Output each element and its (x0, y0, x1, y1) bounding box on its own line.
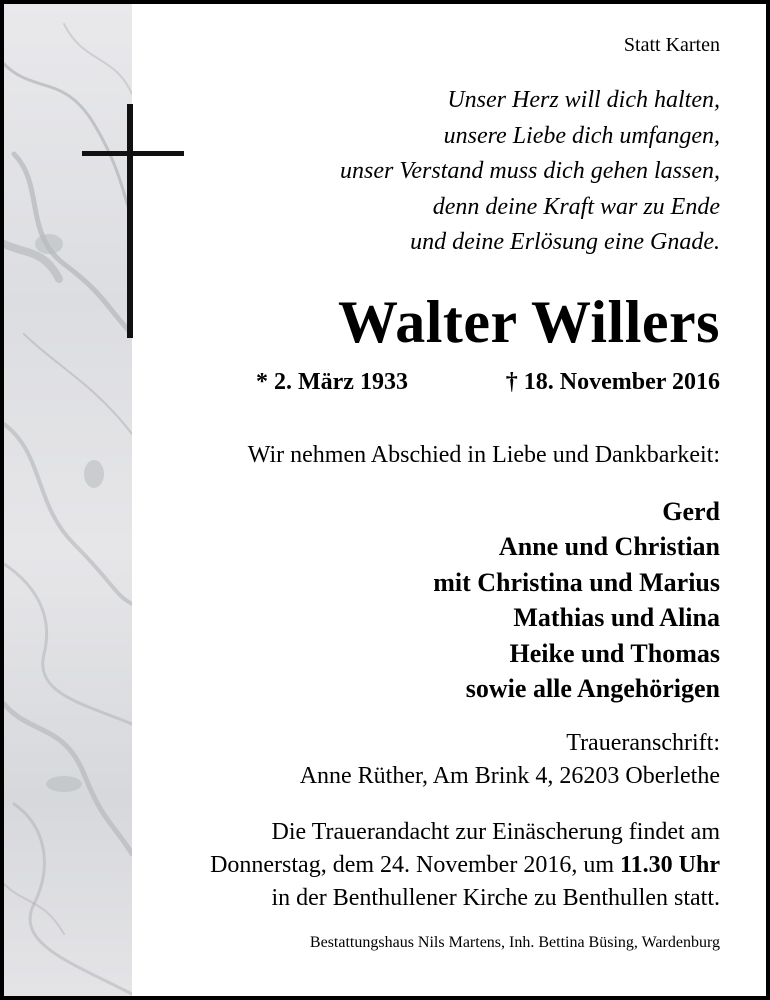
birth-date: * 2. März 1933 (256, 369, 408, 395)
poem-line: denn deine Kraft war zu Ende (432, 193, 720, 220)
family-member: Gerd (662, 497, 720, 526)
service-line-2 (210, 849, 720, 882)
undertaker: Bestattungshaus Nils Martens, Inh. Bettina Büsing, Wardenburg (309, 934, 720, 951)
poem-line: Unser Herz will dich halten, (447, 87, 720, 113)
poem-line: unser Verstand muss dich gehen lassen, (340, 158, 720, 184)
address-value: Anne Rüther, Am Brink 4, 26203 Oberlethe (299, 763, 720, 789)
cross-vertical (127, 104, 133, 338)
service-time: 11.30 Uhr (619, 852, 720, 878)
family-list (433, 494, 720, 706)
address-label: Traueranschrift: (566, 730, 720, 756)
family-member: mit Christina und Marius (433, 567, 720, 597)
family-member: Mathias und Alina (513, 603, 720, 633)
mourning-address (300, 727, 720, 793)
farewell-text: Wir nehmen Abschied in Liebe und Dankbarkeit: (247, 442, 720, 468)
family-member: sowie alle Angehörigen (465, 674, 720, 704)
family-member: Anne und Christian (498, 532, 720, 562)
poem-line: und deine Erlösung eine Gnade. (410, 229, 720, 255)
service-date: Donnerstag, dem 24. November 2016, um (210, 852, 620, 878)
cross-icon (82, 104, 184, 338)
service-line-3: in der Benthullener Kirche zu Benthullen statt. (271, 885, 720, 911)
cross-horizontal (82, 151, 184, 156)
poem-line: unsere Liebe dich umfangen, (443, 122, 720, 149)
deceased-name: Walter Willers (338, 289, 720, 355)
family-member: Heike und Thomas (509, 638, 720, 668)
statt-karten: Statt Karten (623, 34, 720, 56)
service-line-1: Die Trauerandacht zur Einäscherung findet am (271, 819, 720, 845)
death-date: † 18. November 2016 (505, 369, 720, 395)
service-info (210, 816, 720, 915)
poem (340, 83, 720, 261)
